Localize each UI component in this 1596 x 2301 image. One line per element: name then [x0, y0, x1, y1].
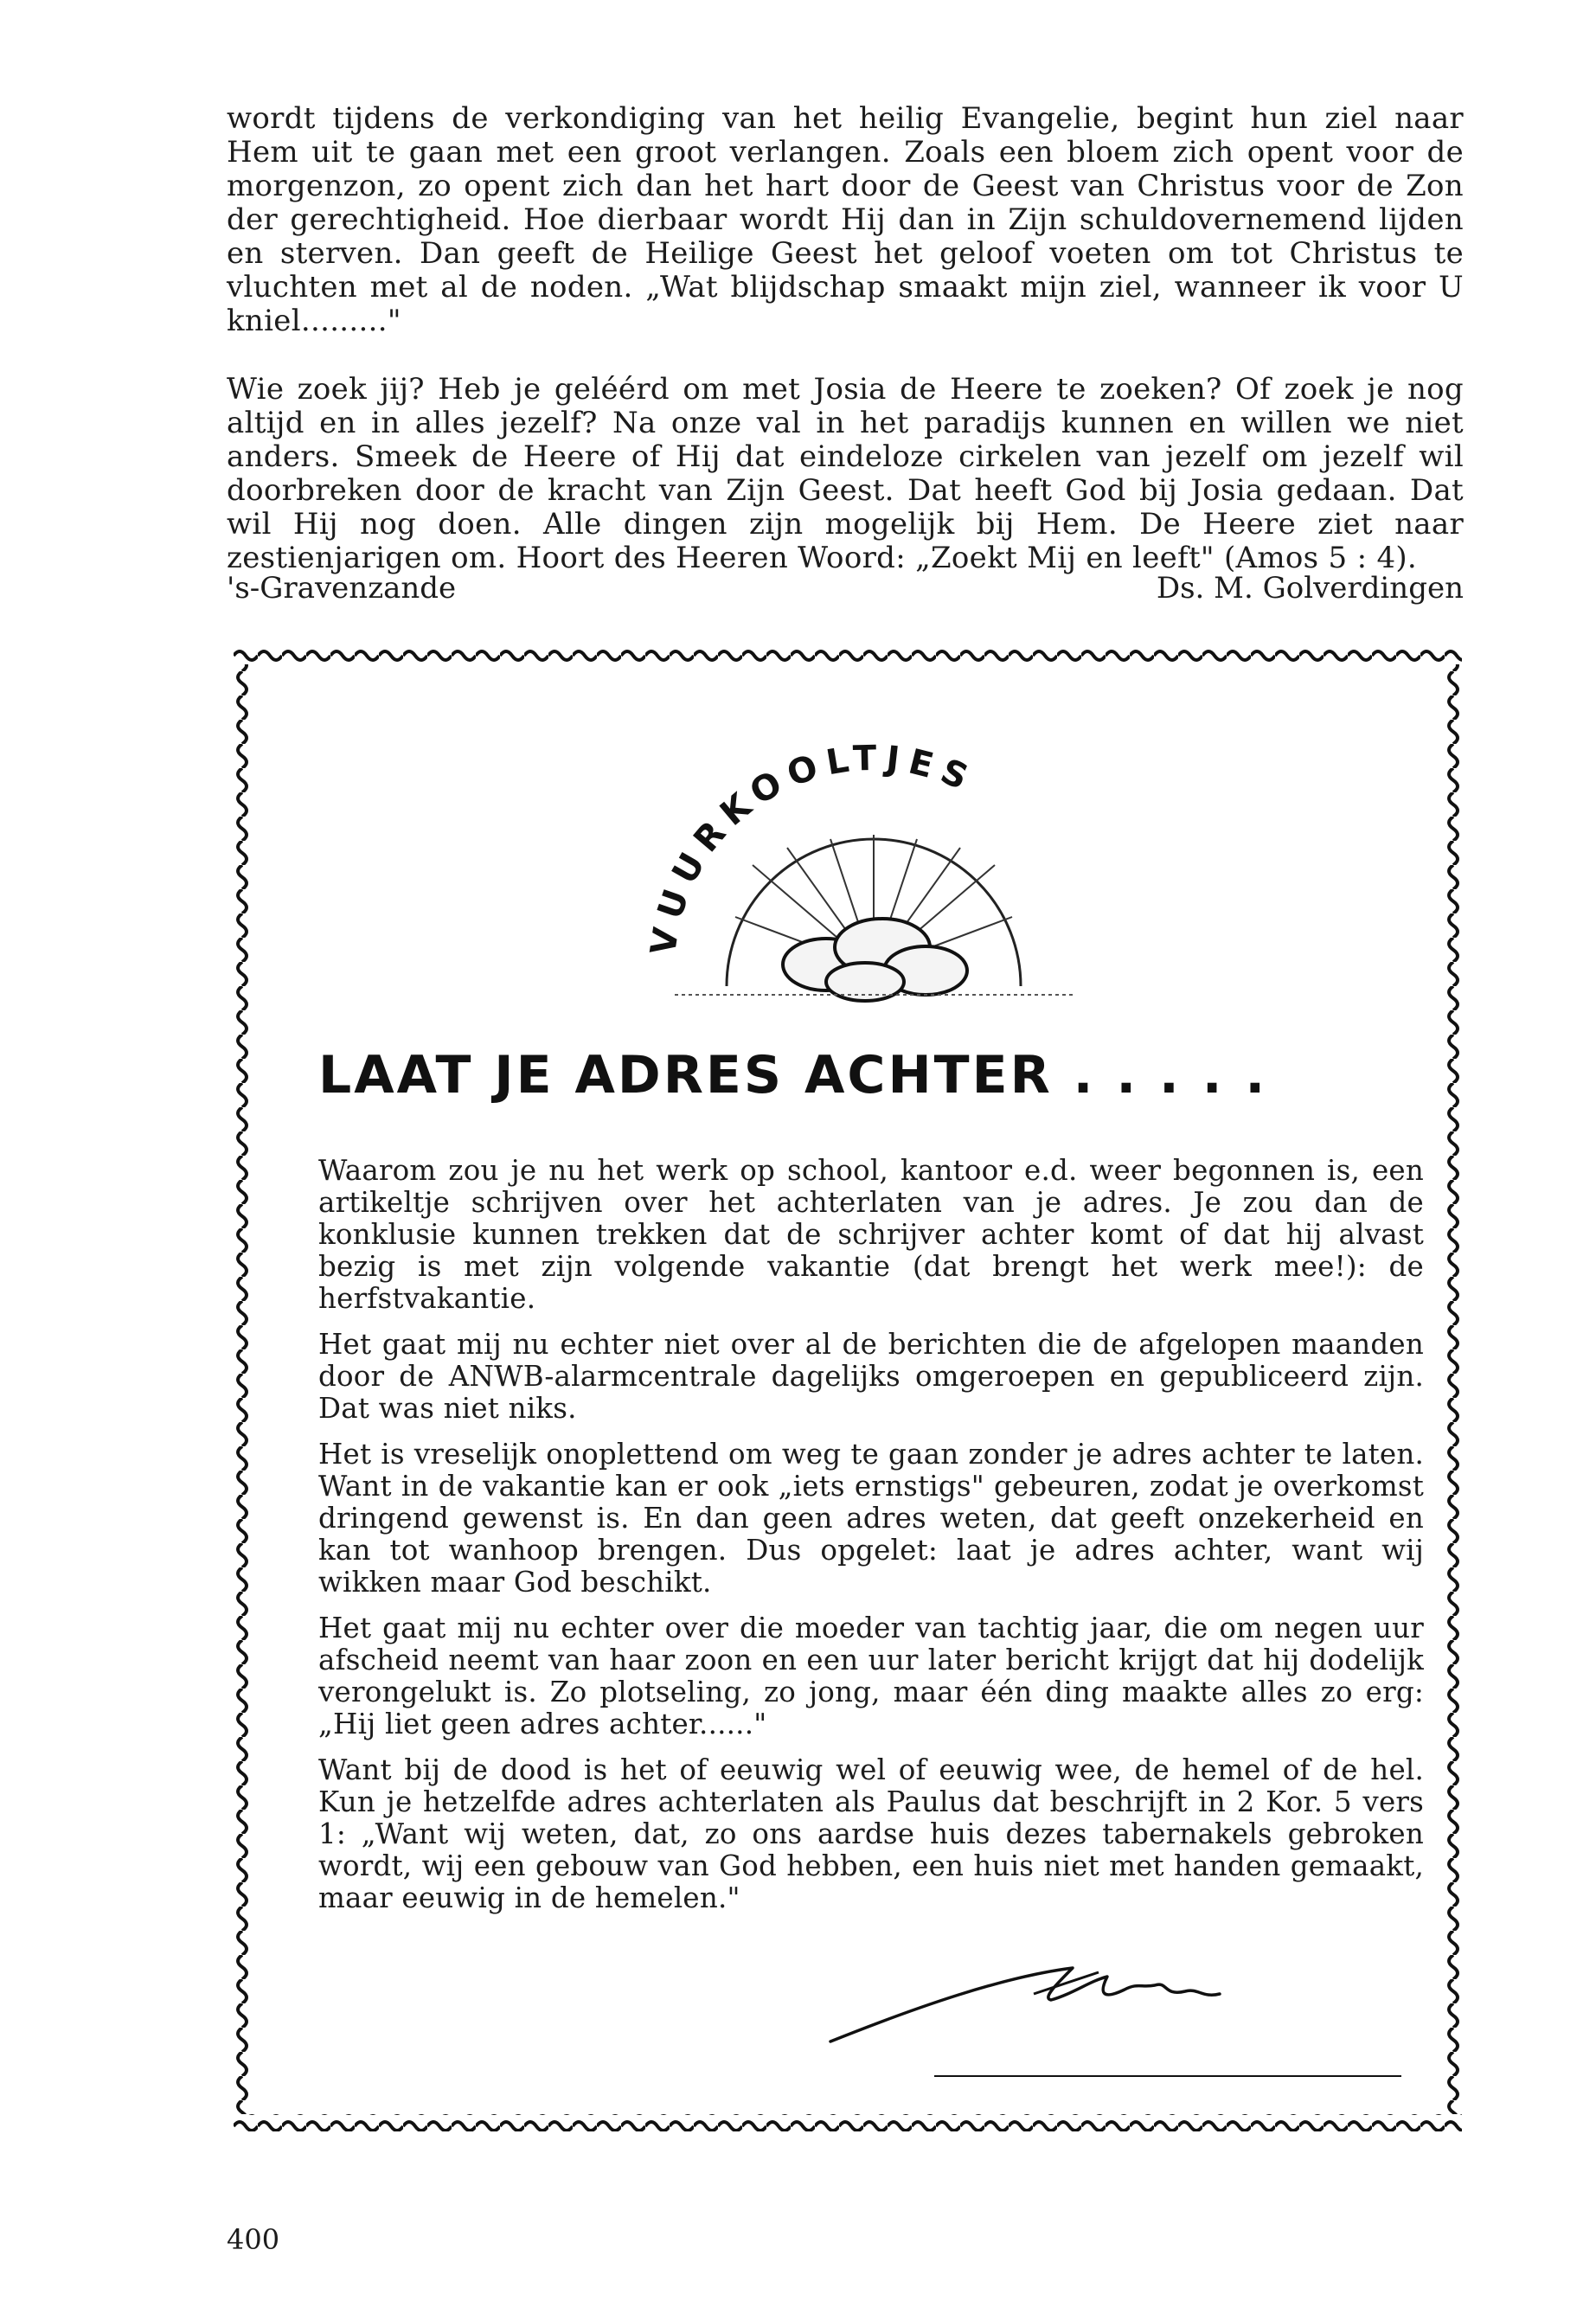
- vuurkooltjes-logo: [623, 718, 1125, 1003]
- svg-text:VUURKOOLTJES: [644, 739, 982, 958]
- article-paragraph: Waarom zou je nu het werk op school, kantoor e.d. weer begonnen is, een artikeltje schrijven over het achterlaten van je adres. Je zou dan de konklusie kunnen trekken dat de schrijver achter komt of dat hij alvast bezig is met zijn volgende vakantie (dat brengt het werk mee!): de herfstvakantie.: [318, 1154, 1424, 1315]
- article-paragraph: Het gaat mij nu echter over die moeder van tachtig jaar, die om negen uur afscheid neemt van haar zoon en een uur later bericht krijgt dat hij dodelijk verongelukt is. Zo plotseling, zo jong, maar één ding maakte alles zo erg: „Hij liet geen adres achter......": [318, 1612, 1424, 1740]
- handwritten-signature: [813, 1946, 1419, 2093]
- article-paragraph: Het is vreselijk onoplettend om weg te gaan zonder je adres achter te laten. Want in de vakantie kan er ook „iets ernstigs" gebeuren, zodat je overkomst dringend gewenst is. En dan geen adres weten, dat geeft onzekerheid en kan tot wanhoop brengen. Dus opgelet: laat je adres achter, want wij wikken maar God beschikt.: [318, 1438, 1424, 1599]
- sermon-signature-row: [227, 571, 1464, 606]
- sermon-place: 's-Gravenzande: [227, 571, 457, 606]
- article-body: [318, 1155, 1424, 1928]
- article-paragraph: Want bij de dood is het of eeuwig wel of eeuwig wee, de hemel of de hel. Kun je hetzelfde adres achterlaten als Paulus dat beschrijft in 2 Kor. 5 vers 1: „Want wij weten, dat, zo ons aardse huis dezes tabernakels gebroken wordt, wij een gebouw van God hebben, een huis niet met handen gemaakt, maar eeuwig in de hemelen.": [318, 1753, 1424, 1914]
- logo-text: VUURKOOLTJES: [643, 738, 982, 958]
- article-title: LAAT JE ADRES ACHTER . . . . .: [318, 1045, 1268, 1106]
- sermon-author: Ds. M. Golverdingen: [1156, 571, 1464, 606]
- sermon-paragraph-2: Wie zoek jij? Heb je geléérd om met Josia de Heere te zoeken? Of zoek je nog altijd en in alles jezelf? Na onze val in het paradijs kunnen en willen we niet anders. Smeek de Heere of Hij dat eindeloze cirkelen van jezelf om jezelf wil doorbreken door de kracht van Zijn Geest. Dat heeft God bij Josia gedaan. Dat wil Hij nog doen. Alle dingen zijn mogelijk bij Hem. De Heere ziet naar zestienjarigen om. Hoort des Heeren Woord: „Zoekt Mij en leeft" (Amos 5 : 4).: [227, 372, 1464, 575]
- article-paragraph: Het gaat mij nu echter niet over al de berichten die de afgelopen maanden door de ANWB-alarmcentrale dagelijks omgeroepen en gepubliceerd zijn. Dat was niet niks.: [318, 1328, 1424, 1425]
- sermon-text: [227, 102, 1464, 575]
- sermon-paragraph-1: wordt tijdens de verkondiging van het heilig Evangelie, begint hun ziel naar Hem uit te gaan met een groot verlangen. Zoals een bloem zich opent voor de morgenzon, zo opent zich dan het hart door de Geest van Christus voor de Zon der gerechtigheid. Hoe dierbaar wordt Hij dan in Zijn schuldovernemend lijden en sterven. Dan geeft de Heilige Geest het geloof voeten om tot Christus te vluchten met al de noden. „Wat blijdschap smaakt mijn ziel, wanneer ik voor U kniel.........": [227, 101, 1464, 338]
- page-number: 400: [227, 2223, 280, 2256]
